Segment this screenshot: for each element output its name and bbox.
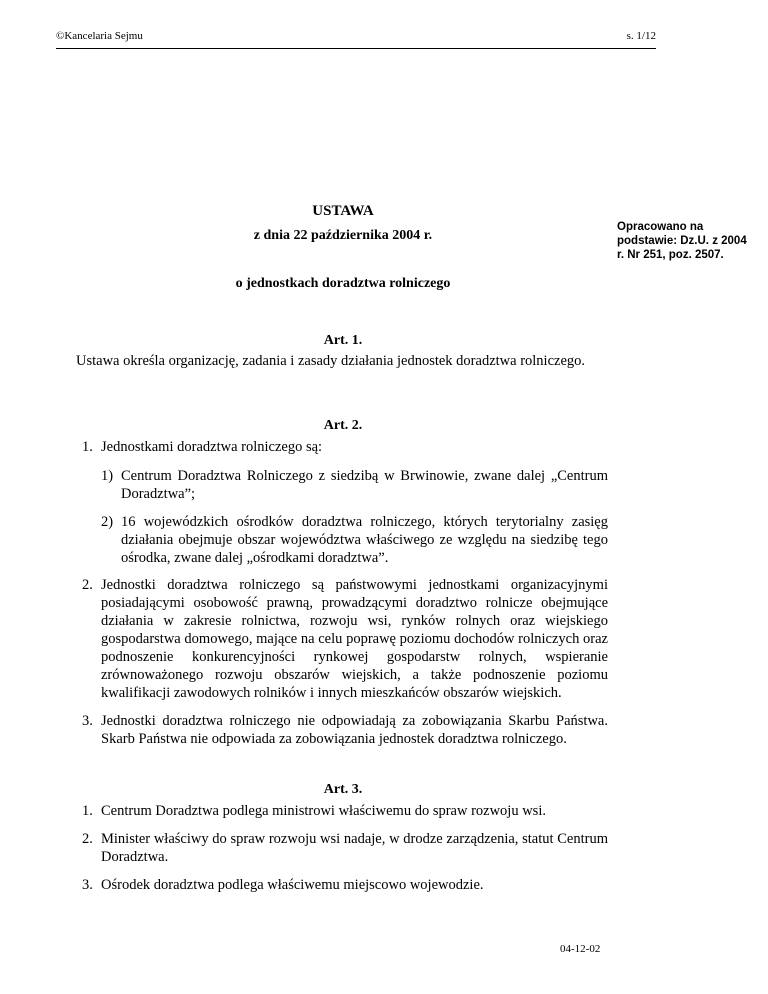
article-2-paragraph-2 bbox=[82, 576, 608, 702]
document-date: z dnia 22 października 2004 r. bbox=[253, 228, 433, 243]
article-3-paragraph-2 bbox=[82, 830, 608, 866]
paragraph-text: Jednostki doradztwa rolniczego są państwowymi jednostkami organizacyjnymi posiadającymi osobowość prawną, prowadzącymi doradztwo rolnicze obejmujące działania w zakresie rolnictwa, rozwoju wsi, rynków rolnych oraz wiejskiego gospodarstwa domowego, mające na celu poprawę poziomu dochodów rolniczych oraz podnoszenie konkurencyjności rynkowej gospodarstw rolnych, wspieranie zrównoważonego rozwoju obszarów wiejskich, a także podnoszenie poziomu kwalifikacji zawodowych rolników i innych mieszkańców obszarów wiejskich. bbox=[101, 577, 608, 701]
side-note-source: Opracowano na podstawie: Dz.U. z 2004 r. Nr 251, poz. 2507. bbox=[617, 221, 747, 261]
paragraph-number: 1. bbox=[82, 803, 93, 819]
article-3-heading: Art. 3. bbox=[323, 782, 363, 797]
article-2-point-1 bbox=[101, 467, 608, 503]
header-publisher: ©Kancelaria Sejmu bbox=[56, 30, 143, 42]
point-number: 1) bbox=[101, 468, 114, 484]
paragraph-text: Ośrodek doradztwa podlega właściwemu miejscowo wojewodzie. bbox=[101, 877, 484, 893]
point-text: Centrum Doradztwa Rolniczego z siedzibą w Brwinowie, zwane dalej „Centrum Doradztwa”; bbox=[121, 468, 608, 502]
page-header bbox=[56, 28, 656, 49]
paragraph-number: 2. bbox=[82, 831, 93, 847]
paragraph-text: Centrum Doradztwa podlega ministrowi właściwemu do spraw rozwoju wsi. bbox=[101, 803, 546, 819]
paragraph-text: Jednostki doradztwa rolniczego nie odpowiadają za zobowiązania Skarbu Państwa. Skarb Państwa nie odpowiada za zobowiązania jednostek doradztwa rolniczego. bbox=[101, 713, 608, 747]
header-page-number: s. 1/12 bbox=[626, 30, 656, 42]
paragraph-number: 1. bbox=[82, 439, 93, 455]
paragraph-number: 3. bbox=[82, 713, 93, 729]
paragraph-text: Minister właściwy do spraw rozwoju wsi nadaje, w drodze zarządzenia, statut Centrum Doradztwa. bbox=[101, 831, 608, 865]
article-2-paragraph-3 bbox=[82, 712, 608, 748]
document-title: USTAWA bbox=[312, 203, 374, 219]
document-subject: o jednostkach doradztwa rolniczego bbox=[235, 276, 451, 291]
paragraph-text: Jednostkami doradztwa rolniczego są: bbox=[101, 439, 323, 455]
article-2-point-2 bbox=[101, 513, 608, 567]
article-2-heading: Art. 2. bbox=[323, 418, 363, 433]
point-text: 16 wojewódzkich ośrodków doradztwa rolniczego, których terytorialny zasięg działania obejmuje obszar województwa właściwego ze względu na siedzibę tego ośrodka, zwane dalej „ośrodkami doradztwa”. bbox=[121, 514, 608, 566]
article-1-text: Ustawa określa organizację, zadania i zasady działania jednostek doradztwa rolniczego. bbox=[76, 353, 586, 369]
article-1-heading: Art. 1. bbox=[323, 333, 363, 348]
article-3-paragraph-3 bbox=[82, 876, 608, 894]
article-3-paragraph-1 bbox=[82, 802, 608, 820]
paragraph-number: 3. bbox=[82, 877, 93, 893]
point-number: 2) bbox=[101, 514, 114, 530]
footer-date: 04-12-02 bbox=[560, 943, 601, 955]
article-2-paragraph-1 bbox=[82, 438, 608, 456]
paragraph-number: 2. bbox=[82, 577, 93, 593]
